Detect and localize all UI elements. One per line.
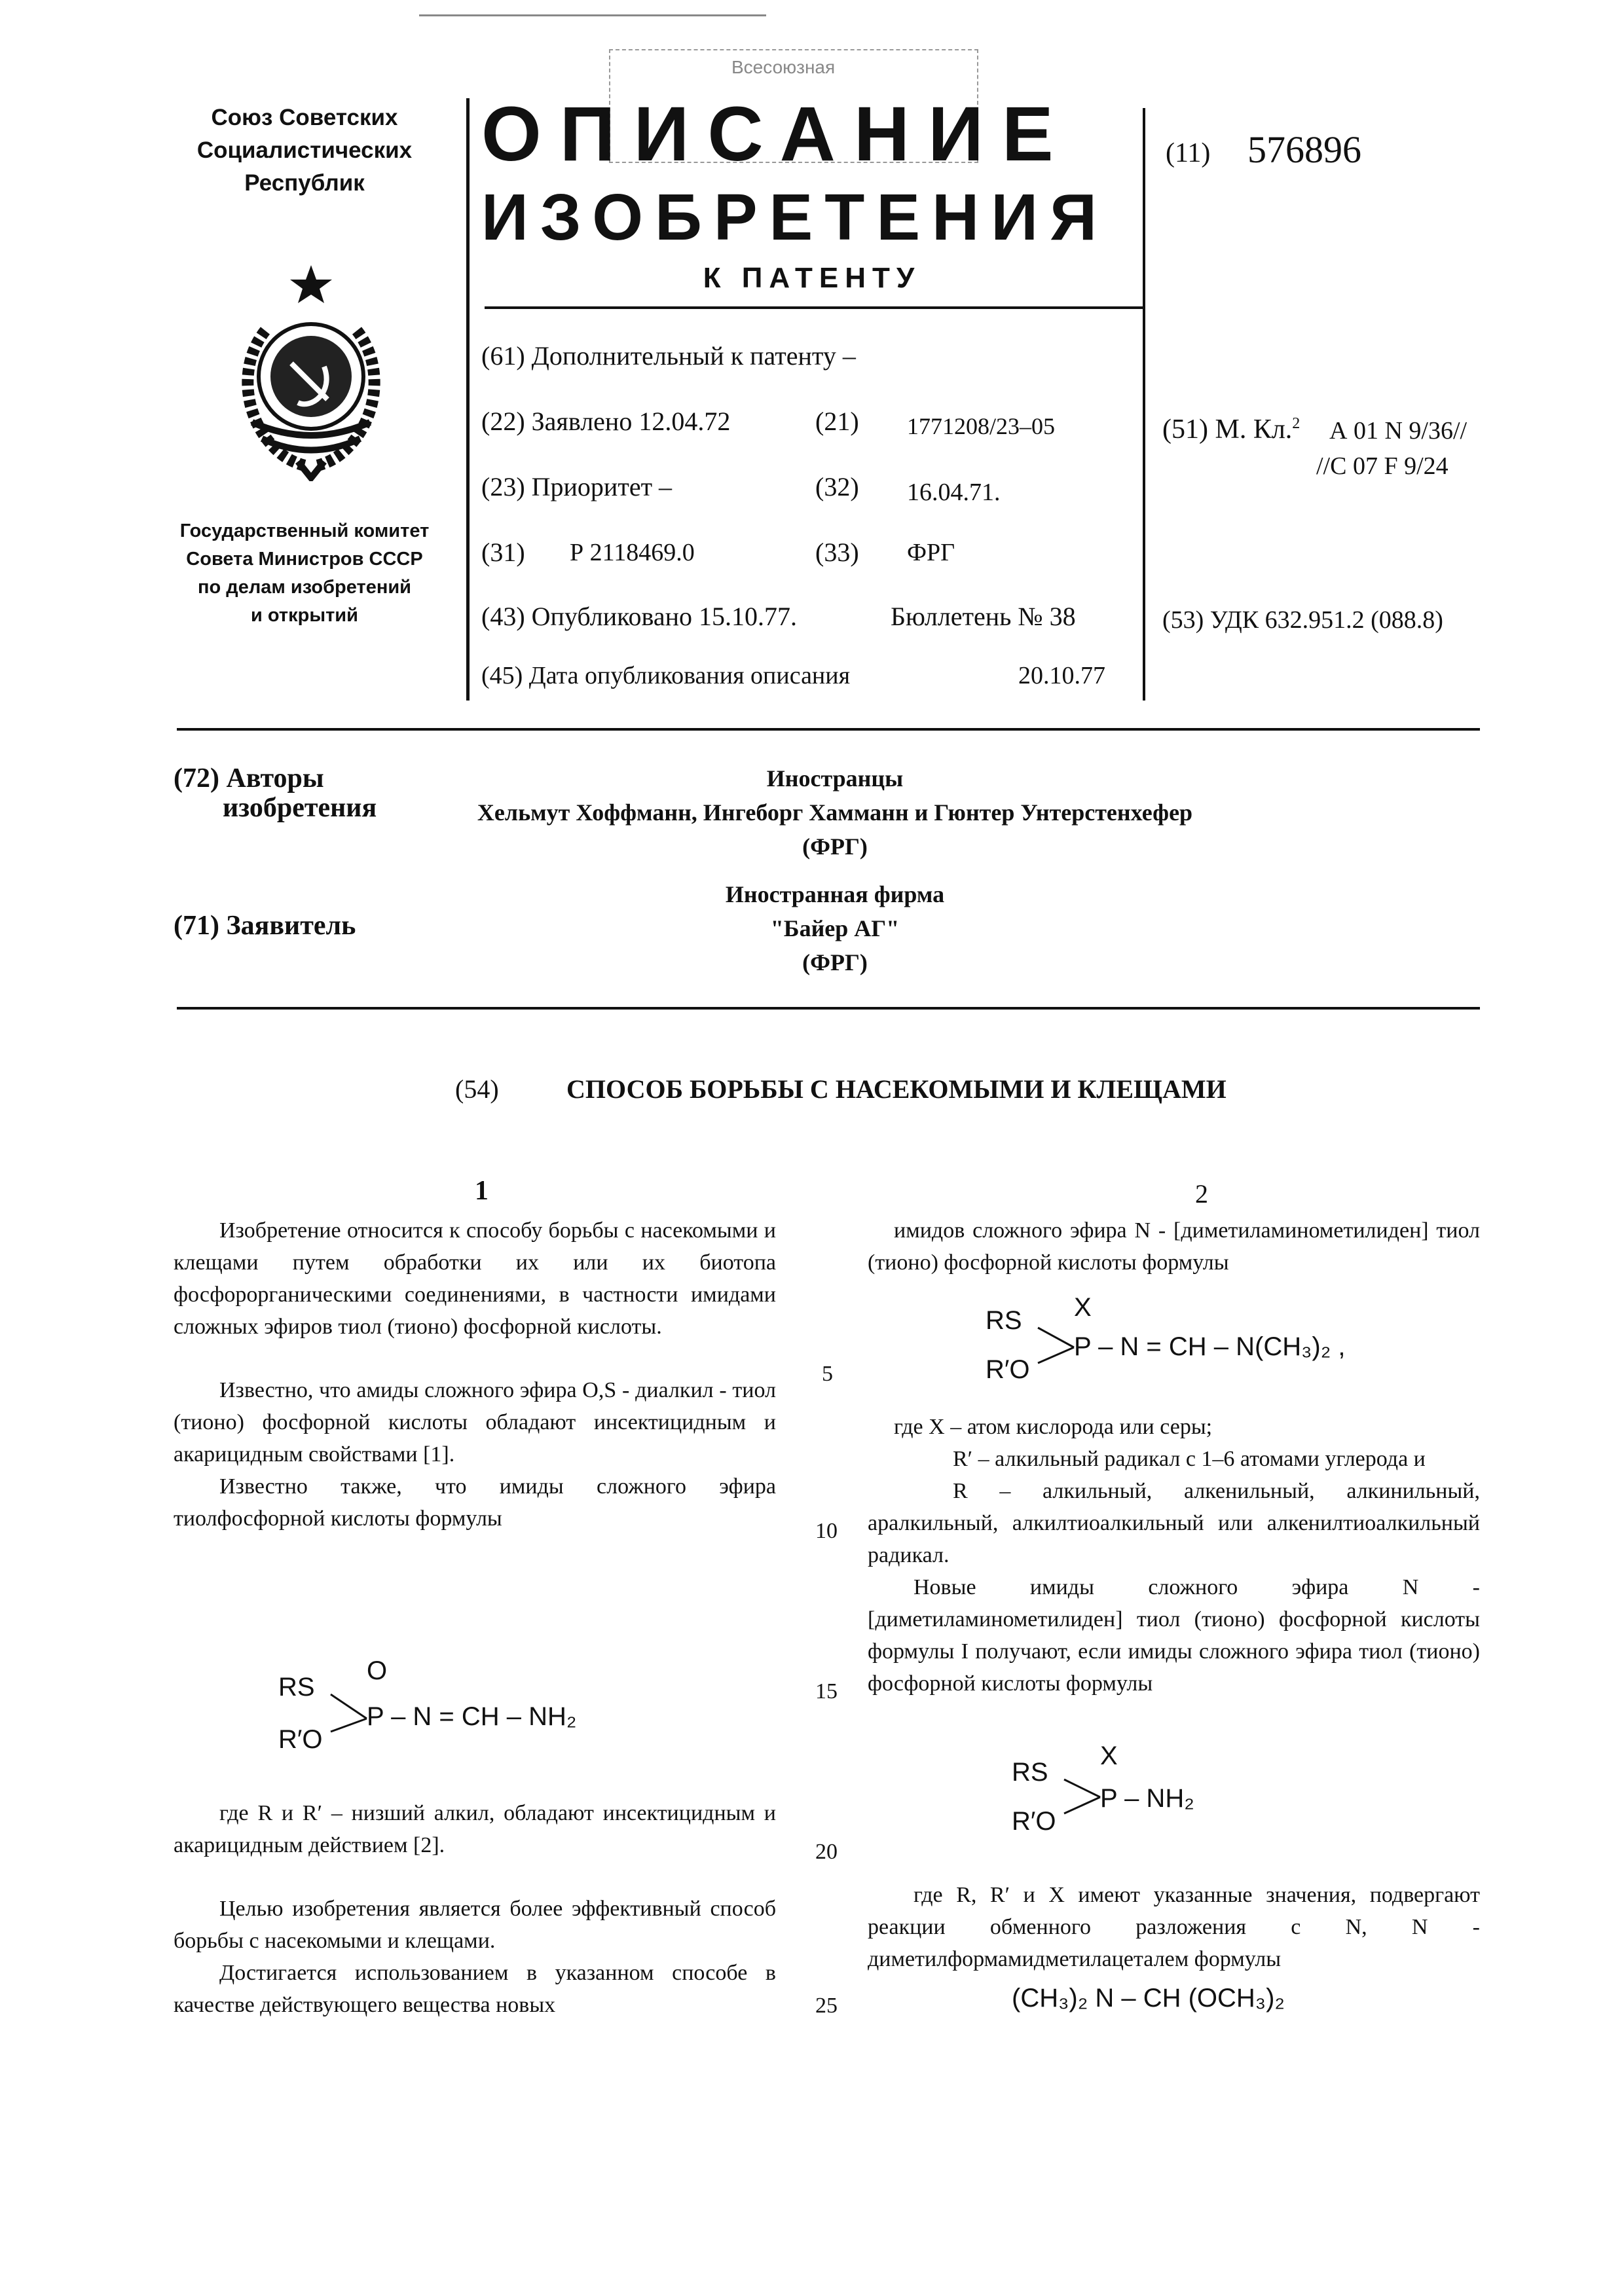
rule-after-header bbox=[177, 728, 1480, 731]
formula-2-ro: R′O bbox=[986, 1355, 1030, 1384]
rule-after-parties bbox=[177, 1007, 1480, 1010]
col2-paragraph-5: Новые имиды сложного эфира N - [диметиламинометилиден] тиол (тионо) фосфорной кислоты формулы I получают, если имиды сложного эфира тиол (тионо) фосфорной кислоты формулы bbox=[868, 1575, 1480, 1696]
subtitle-rule bbox=[485, 306, 1143, 309]
patent-number: 576896 bbox=[1247, 128, 1361, 171]
line-number-5: 5 bbox=[822, 1362, 833, 1386]
committee-line-4: и открытий bbox=[251, 605, 358, 626]
field-45-value: 20.10.77 bbox=[1018, 662, 1105, 689]
column-number-2: 2 bbox=[1195, 1179, 1208, 1209]
title-code: (54) bbox=[455, 1074, 499, 1104]
field-21-value: 1771208/23–05 bbox=[907, 413, 1056, 439]
committee-name bbox=[151, 517, 458, 630]
field-32-code: (32) bbox=[815, 472, 859, 501]
col1-paragraph-6: Достигается использованием в указанном способе в качестве действующего вещества новых bbox=[174, 1961, 776, 2017]
doc-title-line-2: ИЗОБРЕТЕНИЯ bbox=[481, 181, 1109, 254]
col1-paragraph-3: Известно также, что имиды сложного эфира тиолфосфорной кислоты формулы bbox=[174, 1474, 776, 1531]
col2-paragraph-3: R′ – алкильный радикал с 1–6 атомами углерода и bbox=[953, 1447, 1426, 1471]
formula-3-top: X bbox=[1100, 1741, 1118, 1770]
field-51-sup: 2 bbox=[1292, 415, 1301, 432]
field-53: (53) УДК 632.951.2 (088.8) bbox=[1162, 606, 1443, 634]
formula-2 bbox=[982, 1293, 1441, 1398]
formula-3-ro: R′O bbox=[1012, 1807, 1056, 1836]
applicant-name: "Байер АГ" bbox=[770, 915, 900, 941]
authors-label-1: (72) Авторы bbox=[174, 763, 324, 793]
col2-paragraph-1: имидов сложного эфира N - [диметиламинометилиден] тиол (тионо) фосфорной кислоты формулы bbox=[868, 1218, 1480, 1275]
header-separator-left bbox=[466, 98, 470, 701]
header-separator-right bbox=[1143, 108, 1145, 701]
field-31-code: (31) bbox=[481, 538, 525, 567]
column-1-lower bbox=[174, 1797, 776, 2021]
column-2-lower bbox=[868, 1879, 1480, 1975]
field-43: (43) Опубликовано 15.10.77. bbox=[481, 602, 798, 631]
formula-3 bbox=[1008, 1741, 1336, 1846]
doc-subtitle: К ПАТЕНТУ bbox=[703, 262, 921, 294]
column-2-middle bbox=[868, 1411, 1480, 1700]
formula-2-rs: RS bbox=[986, 1306, 1022, 1335]
committee-line-3: по делам изобретений bbox=[198, 577, 411, 598]
authors-country: (ФРГ) bbox=[802, 833, 868, 860]
field-31-value: Р 2118469.0 bbox=[570, 539, 695, 566]
col1-paragraph-2: Известно, что амиды сложного эфира O,S - диалкил - тиол (тионо) фосфорной кислоты обладают инсектицидным и акарицидным свойствами [1]. bbox=[174, 1378, 776, 1467]
column-2-top bbox=[868, 1214, 1480, 1279]
line-number-15: 15 bbox=[815, 1679, 838, 1704]
patent-number-code: (11) bbox=[1166, 138, 1211, 168]
committee-line-2: Совета Министров СССР bbox=[186, 549, 423, 570]
field-43-bulletin: Бюллетень № 38 bbox=[891, 602, 1076, 631]
field-21-code: (21) bbox=[815, 407, 859, 436]
formula-1-ro: R′O bbox=[278, 1725, 323, 1754]
ussr-name bbox=[151, 101, 458, 200]
committee-line-1: Государственный комитет bbox=[179, 520, 430, 541]
field-51-label-text: (51) М. Кл. bbox=[1162, 414, 1293, 445]
line-number-10: 10 bbox=[815, 1519, 838, 1543]
formula-3-chain: P – NH₂ bbox=[1100, 1784, 1194, 1813]
col1-paragraph-4: где R и R′ – низший алкил, обладают инсектицидным и акарицидным действием [2]. bbox=[174, 1801, 776, 1857]
formula-1-top: O bbox=[367, 1656, 388, 1685]
authors-label-2: изобретения bbox=[223, 793, 377, 823]
doc-title-line-1: ОПИСАНИЕ bbox=[481, 91, 1072, 177]
applicant-note: Иностранная фирма bbox=[725, 881, 945, 907]
authors-names: Хельмут Хоффманн, Ингеборг Хамманн и Гюнтер Унтерстенхефер bbox=[477, 799, 1193, 826]
stamp-top-line bbox=[419, 14, 766, 16]
formula-2-top: X bbox=[1074, 1293, 1092, 1322]
applicant-country: (ФРГ) bbox=[802, 949, 868, 975]
formula-3-rs: RS bbox=[1012, 1758, 1048, 1787]
stamp-text: Всесоюзная bbox=[731, 57, 836, 77]
ussr-line-3: Республик bbox=[244, 170, 365, 196]
ussr-line-1: Союз Советских bbox=[211, 105, 398, 130]
formula-1-rs: RS bbox=[278, 1673, 315, 1702]
line-number-20: 20 bbox=[815, 1840, 838, 1864]
field-32-value: 16.04.71. bbox=[907, 479, 1001, 506]
col2-paragraph-4: R – алкильный, алкенильный, алкинильный, аралкильный, алкилтиоалкильный или алкенилтиоалкильный радикал. bbox=[868, 1479, 1480, 1567]
field-33-value: ФРГ bbox=[907, 539, 955, 566]
applicant-label: (71) Заявитель bbox=[174, 911, 356, 941]
column-1 bbox=[174, 1214, 776, 1535]
formula-4: (CH₃)₂ N – CH (OCH₃)₂ bbox=[1012, 1984, 1285, 2013]
field-45: (45) Дата опубликования описания bbox=[481, 662, 851, 689]
col2-paragraph-6: где R, R′ и X имеют указанные значения, подвергают реакции обменного разложения с N, N - диметилформамидметилацеталем формулы bbox=[868, 1883, 1480, 1971]
col2-paragraph-2: где X – атом кислорода или серы; bbox=[894, 1415, 1213, 1439]
column-number-1: 1 bbox=[475, 1176, 489, 1206]
authors-note: Иностранцы bbox=[766, 765, 904, 792]
field-51-value-2: //С 07 F 9/24 bbox=[1316, 452, 1449, 480]
ussr-line-2: Социалистических bbox=[196, 137, 413, 163]
col1-paragraph-1: Изобретение относится к способу борьбы с насекомыми и клещами путем обработки их или их биотопа фосфорорганическими соединениями, в частности имидами сложных эфиров тиол (тионо) фосфорной кислоты. bbox=[174, 1218, 776, 1339]
ussr-emblem-icon bbox=[213, 252, 409, 481]
field-33-code: (33) bbox=[815, 538, 859, 567]
invention-title: СПОСОБ БОРЬБЫ С НАСЕКОМЫМИ И КЛЕЩАМИ bbox=[566, 1074, 1227, 1104]
formula-2-chain: P – N = CH – N(CH₃)₂ , bbox=[1074, 1332, 1346, 1361]
col1-paragraph-5: Целью изобретения является более эффективный способ борьбы с насекомыми и клещами. bbox=[174, 1897, 776, 1953]
field-61: (61) Дополнительный к патенту – bbox=[481, 341, 856, 371]
formula-1 bbox=[275, 1656, 668, 1768]
formula-1-chain: P – N = CH – NH₂ bbox=[367, 1702, 577, 1731]
field-51-label bbox=[1162, 414, 1300, 445]
line-number-25: 25 bbox=[815, 1994, 838, 2018]
field-51-value-1: А 01 N 9/36// bbox=[1329, 417, 1467, 445]
field-23: (23) Приоритет – bbox=[481, 472, 673, 501]
field-22: (22) Заявлено 12.04.72 bbox=[481, 407, 731, 436]
